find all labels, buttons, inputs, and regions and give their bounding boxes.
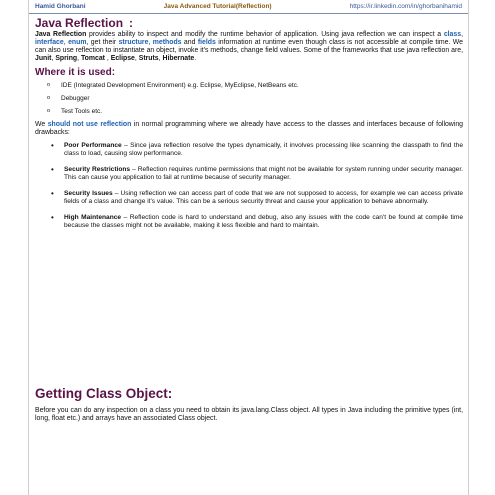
list-item: • Security Restrictions – Reflection requires runtime permissions that might not be available for system running under security manager. This can cause you application to fail at runtime because of security manager. — [51, 165, 463, 181]
intro-paragraph: Java Reflection provides ability to inspect and modify the runtime behavior of application. Using java reflection we can inspect a class, interface, enum, get their structure, methods and fields information at runtime even though class is not accessible at compile time. We can also use reflection to instantiate an object, invoke it's methods, change field values. Some of the frameworks that use java reflection are, Junit, Spring, Tomcat , Eclipse, Struts, Hibernate. — [35, 31, 463, 62]
drawbacks-intro: We should not use reflection in normal programming where we already have access to the classes and interfaces because of following drawbacks: — [35, 121, 463, 136]
section-title-java-reflection: Java Reflection : — [35, 16, 134, 30]
drawbacks-list — [35, 142, 463, 230]
list-item: • Poor Performance – Since java reflection resolve the types dynamically, it involves processing like scanning the classpath to find the class to load, causing slow performance. — [51, 141, 463, 157]
header-title: Java Advanced Tutorial(Reflection) — [163, 3, 272, 10]
list-item: o IDE (Integrated Development Environment) e.g. Eclipse, MyEclipse, NetBeans etc. — [35, 79, 463, 92]
list-item: o Test Tools etc. — [35, 105, 463, 118]
section-title-getting-class-object: Getting Class Object: — [35, 386, 173, 401]
list-item: • Security Issues – Using reflection we can access part of code that we are not supposed to access, for example we can access private fields of a class and change it's value. This can be a serious security threat and cause your application to behave abnormally. — [51, 189, 463, 205]
bullet-icon: • — [51, 189, 54, 198]
where-used-list — [35, 79, 463, 118]
header-link[interactable]: https://ir.linkedin.com/in/ghorbanihamid — [349, 3, 462, 10]
list-item: • High Maintenance – Reflection code is hard to understand and debug, also any issues with the code can't be found at compile time because the classes might not be available, making it less flexible and hard to maintain. — [51, 213, 463, 229]
bullet-icon: • — [51, 141, 54, 150]
document-page — [28, 0, 469, 495]
page-content — [35, 16, 463, 423]
bullet-icon: • — [51, 165, 54, 174]
bullet-icon: • — [51, 213, 54, 222]
section-title-where-used: Where it is used: — [35, 67, 116, 78]
list-item: o Debugger — [35, 92, 463, 105]
header-author: Hamid Ghorbani — [35, 3, 86, 10]
blank-space — [35, 238, 463, 386]
class-object-paragraph: Before you can do any inspection on a class you need to obtain its java.lang.Class object. All types in Java including the primitive types (int, long, float etc.) and arrays have an associated Class object. — [35, 407, 463, 422]
page-header — [29, 0, 468, 14]
